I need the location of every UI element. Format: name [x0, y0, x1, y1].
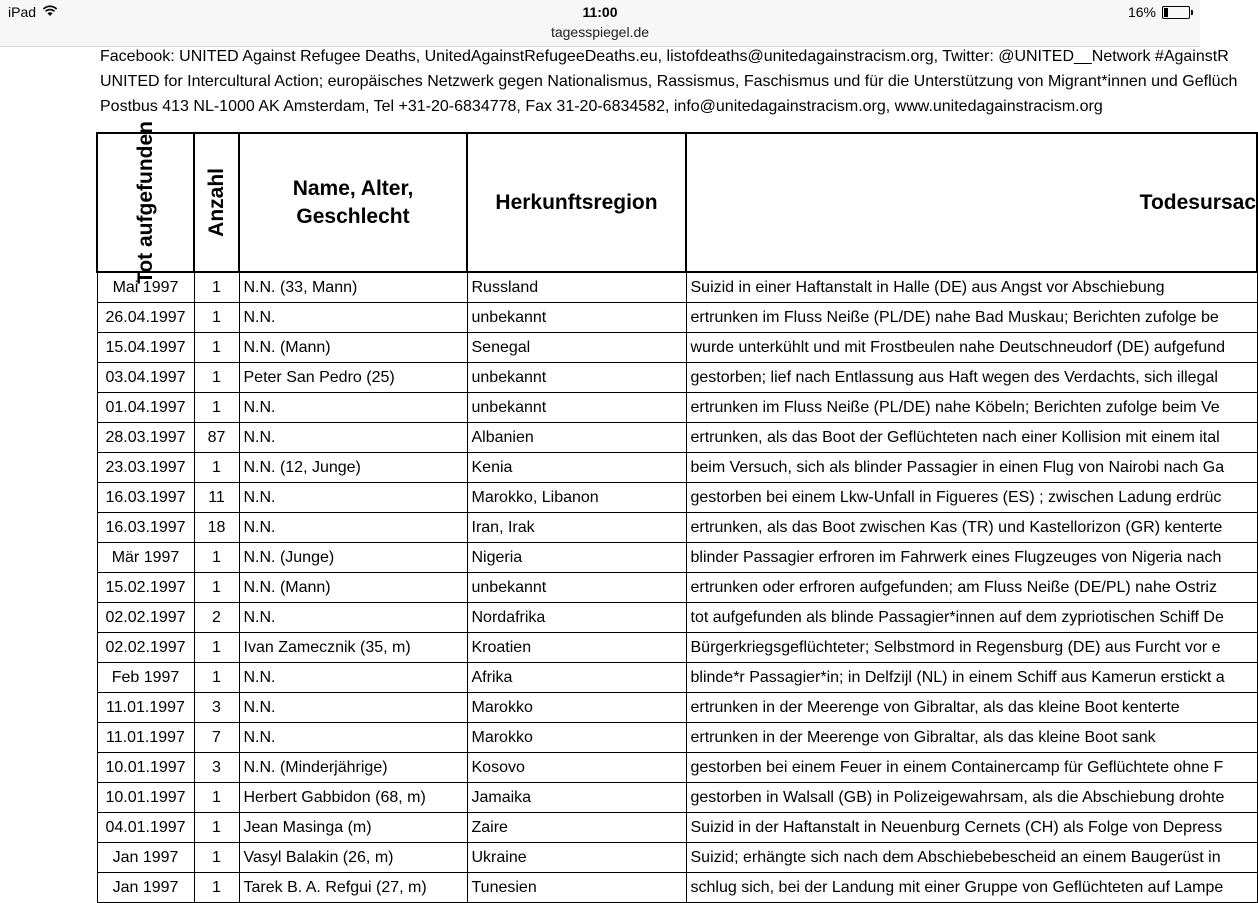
cell-origin: Iran, Irak [467, 513, 686, 543]
cell-cause: ertrunken in der Meerenge von Gibraltar, als das kleine Boot sank [686, 723, 1257, 753]
cell-count: 18 [194, 513, 239, 543]
cell-cause: ertrunken, als das Boot zwischen Kas (TR) und Kastellorizon (GR) kenterte [686, 513, 1257, 543]
cell-name: N.N. [239, 693, 467, 723]
cell-name: N.N. (Mann) [239, 333, 467, 363]
cell-cause: schlug sich, bei der Landung mit einer Gruppe von Geflüchteten auf Lampe [686, 873, 1257, 903]
cell-origin: Kroatien [467, 633, 686, 663]
cell-date: 16.03.1997 [97, 483, 194, 513]
status-bar [0, 0, 1200, 47]
cell-name: N.N. (Junge) [239, 543, 467, 573]
cell-cause: ertrunken im Fluss Neiße (PL/DE) nahe Köbeln; Berichten zufolge beim Ve [686, 393, 1257, 423]
cell-cause: Suizid in der Haftanstalt in Neuenburg Cernets (CH) als Folge von Depress [686, 813, 1257, 843]
cell-count: 1 [194, 573, 239, 603]
table-row [97, 303, 1257, 333]
cell-name: N.N. [239, 723, 467, 753]
table-row [97, 573, 1257, 603]
cell-count: 1 [194, 303, 239, 333]
cell-name: N.N. (Mann) [239, 573, 467, 603]
cell-count: 1 [194, 843, 239, 873]
clock: 11:00 [582, 4, 618, 20]
cell-name: N.N. [239, 423, 467, 453]
cell-cause: gestorben; lief nach Entlassung aus Haft wegen des Verdachts, sich illegal [686, 363, 1257, 393]
cell-cause: beim Versuch, sich als blinder Passagier in einen Flug von Nairobi nach Ga [686, 453, 1257, 483]
column-header-count: Anzahl [194, 133, 239, 272]
cell-name: Vasyl Balakin (26, m) [239, 843, 467, 873]
cell-origin: Jamaika [467, 783, 686, 813]
cell-count: 7 [194, 723, 239, 753]
cell-origin: unbekannt [467, 393, 686, 423]
cell-cause: gestorben bei einem Feuer in einem Containercamp für Geflüchtete ohne F [686, 753, 1257, 783]
cell-cause: blinder Passagier erfroren im Fahrwerk eines Flugzeuges von Nigeria nach [686, 543, 1257, 573]
cell-count: 1 [194, 363, 239, 393]
cell-count: 87 [194, 423, 239, 453]
cell-date: 02.02.1997 [97, 603, 194, 633]
cell-name: Ivan Zamecznik (35, m) [239, 633, 467, 663]
cell-date: 11.01.1997 [97, 693, 194, 723]
cell-cause: gestorben in Walsall (GB) in Polizeigewahrsam, als die Abschiebung drohte [686, 783, 1257, 813]
table-row [97, 783, 1257, 813]
table-row [97, 423, 1257, 453]
document-header [100, 44, 1238, 119]
cell-origin: Tunesien [467, 873, 686, 903]
cell-cause: ertrunken im Fluss Neiße (PL/DE) nahe Bad Muskau; Berichten zufolge be [686, 303, 1257, 333]
cell-cause: ertrunken in der Meerenge von Gibraltar, als das kleine Boot kenterte [686, 693, 1257, 723]
cell-name: Jean Masinga (m) [239, 813, 467, 843]
cell-cause: blinde*r Passagier*in; in Delfzijl (NL) in einem Schiff aus Kamerun erstickt a [686, 663, 1257, 693]
cell-date: 26.04.1997 [97, 303, 194, 333]
cell-date: 15.04.1997 [97, 333, 194, 363]
cell-name: Herbert Gabbidon (68, m) [239, 783, 467, 813]
table-row [97, 393, 1257, 423]
cell-date: 23.03.1997 [97, 453, 194, 483]
cell-origin: Marokko [467, 693, 686, 723]
cell-origin: Kosovo [467, 753, 686, 783]
cell-origin: Afrika [467, 663, 686, 693]
cell-origin: Ukraine [467, 843, 686, 873]
cell-name: N.N. (33, Mann) [239, 272, 467, 303]
cell-date: 10.01.1997 [97, 783, 194, 813]
cell-date: 02.02.1997 [97, 633, 194, 663]
cell-count: 3 [194, 693, 239, 723]
cell-name: N.N. [239, 663, 467, 693]
table-row [97, 483, 1257, 513]
cell-origin: Nigeria [467, 543, 686, 573]
cell-name: Tarek B. A. Refgui (27, m) [239, 873, 467, 903]
cell-date: 16.03.1997 [97, 513, 194, 543]
table-row [97, 663, 1257, 693]
table-row [97, 633, 1257, 663]
cell-date: 28.03.1997 [97, 423, 194, 453]
cell-count: 1 [194, 873, 239, 903]
cell-date: 10.01.1997 [97, 753, 194, 783]
cell-origin: unbekannt [467, 573, 686, 603]
cell-origin: Senegal [467, 333, 686, 363]
cell-count: 1 [194, 813, 239, 843]
cell-count: 1 [194, 783, 239, 813]
table-row [97, 333, 1257, 363]
cell-cause: ertrunken oder erfroren aufgefunden; am Fluss Neiße (DE/PL) nahe Ostriz [686, 573, 1257, 603]
cell-name: N.N. [239, 303, 467, 333]
cell-date: 11.01.1997 [97, 723, 194, 753]
table-row [97, 363, 1257, 393]
cell-count: 2 [194, 603, 239, 633]
cell-count: 1 [194, 543, 239, 573]
table-row [97, 843, 1257, 873]
cell-date: Feb 1997 [97, 663, 194, 693]
cell-origin: unbekannt [467, 303, 686, 333]
address-bar-url[interactable]: tagesspiegel.de [550, 24, 650, 40]
table-header-row [97, 133, 1257, 272]
cell-cause: ertrunken, als das Boot der Geflüchteten nach einer Kollision mit einem ital [686, 423, 1257, 453]
cell-name: N.N. (Minderjährige) [239, 753, 467, 783]
cell-count: 1 [194, 633, 239, 663]
table-row [97, 753, 1257, 783]
cell-origin: Nordafrika [467, 603, 686, 633]
table-row [97, 543, 1257, 573]
column-header-origin: Herkunftsregion [467, 133, 686, 272]
cell-name: N.N. [239, 603, 467, 633]
cell-cause: gestorben bei einem Lkw-Unfall in Figueres (ES) ; zwischen Ladung erdrüc [686, 483, 1257, 513]
cell-name: N.N. [239, 513, 467, 543]
cell-count: 3 [194, 753, 239, 783]
battery-percent: 16% [1127, 4, 1156, 20]
cell-cause: Suizid; erhängte sich nach dem Abschiebebescheid an einem Baugerüst in [686, 843, 1257, 873]
cell-name: N.N. [239, 483, 467, 513]
cell-date: 01.04.1997 [97, 393, 194, 423]
cell-date: Mär 1997 [97, 543, 194, 573]
deaths-table [96, 121, 1258, 903]
table-row [97, 873, 1257, 903]
table-row [97, 272, 1257, 303]
cell-name: Peter San Pedro (25) [239, 363, 467, 393]
column-header-found: Tot aufgefunden [97, 133, 194, 272]
cell-origin: unbekannt [467, 363, 686, 393]
cell-count: 1 [194, 663, 239, 693]
cell-cause: Suizid in einer Haftanstalt in Halle (DE) aus Angst vor Abschiebung [686, 272, 1257, 303]
cell-origin: Kenia [467, 453, 686, 483]
table-row [97, 453, 1257, 483]
column-header-cause: Todesursac [686, 133, 1257, 272]
table-row [97, 693, 1257, 723]
cell-date: 04.01.1997 [97, 813, 194, 843]
cell-count: 1 [194, 272, 239, 303]
cell-origin: Russland [467, 272, 686, 303]
column-header-name: Name, Alter, Geschlecht [239, 133, 467, 272]
cell-date: 15.02.1997 [97, 573, 194, 603]
cell-date: Jan 1997 [97, 843, 194, 873]
status-right [1128, 4, 1190, 20]
cell-count: 1 [194, 453, 239, 483]
cell-origin: Zaire [467, 813, 686, 843]
cell-date: Mai 1997 [97, 272, 194, 303]
cell-date: Jan 1997 [97, 873, 194, 903]
cell-origin: Marokko, Libanon [467, 483, 686, 513]
header-line-organization: UNITED for Intercultural Action; europäisches Netzwerk gegen Nationalismus, Rassismus, Faschismus und für die Unterstützung von Migrant*innen und Geflüch [100, 73, 1238, 90]
cell-cause: wurde unterkühlt und mit Frostbeulen nahe Deutschneudorf (DE) aufgefund [686, 333, 1257, 363]
cell-cause: tot aufgefunden als blinde Passagier*innen auf dem zypriotischen Schiff De [686, 603, 1257, 633]
header-line-address: Postbus 413 NL-1000 AK Amsterdam, Tel +31-20-6834778, Fax 31-20-6834582, info@unitedagainstracism.org, www.unitedagainstracism.org [100, 98, 1103, 115]
header-line-contacts: Facebook: UNITED Against Refugee Deaths, UnitedAgainstRefugeeDeaths.eu, listofdeaths@unitedagainstracism.org, Twitter: @UNITED__Network #AgainstR [100, 48, 1229, 65]
cell-origin: Marokko [467, 723, 686, 753]
cell-count: 11 [194, 483, 239, 513]
cell-origin: Albanien [467, 423, 686, 453]
battery-icon [1162, 6, 1190, 19]
cell-date: 03.04.1997 [97, 363, 194, 393]
device-label: iPad [8, 4, 37, 20]
table-row [97, 513, 1257, 543]
table-row [97, 603, 1257, 633]
cell-count: 1 [194, 393, 239, 423]
table-row [97, 813, 1257, 843]
cell-cause: Bürgerkriegsgeflüchteter; Selbstmord in Regensburg (DE) aus Furcht vor e [686, 633, 1257, 663]
cell-count: 1 [194, 333, 239, 363]
battery-fill [1164, 8, 1168, 17]
cell-name: N.N. (12, Junge) [239, 453, 467, 483]
table-row [97, 723, 1257, 753]
cell-name: N.N. [239, 393, 467, 423]
